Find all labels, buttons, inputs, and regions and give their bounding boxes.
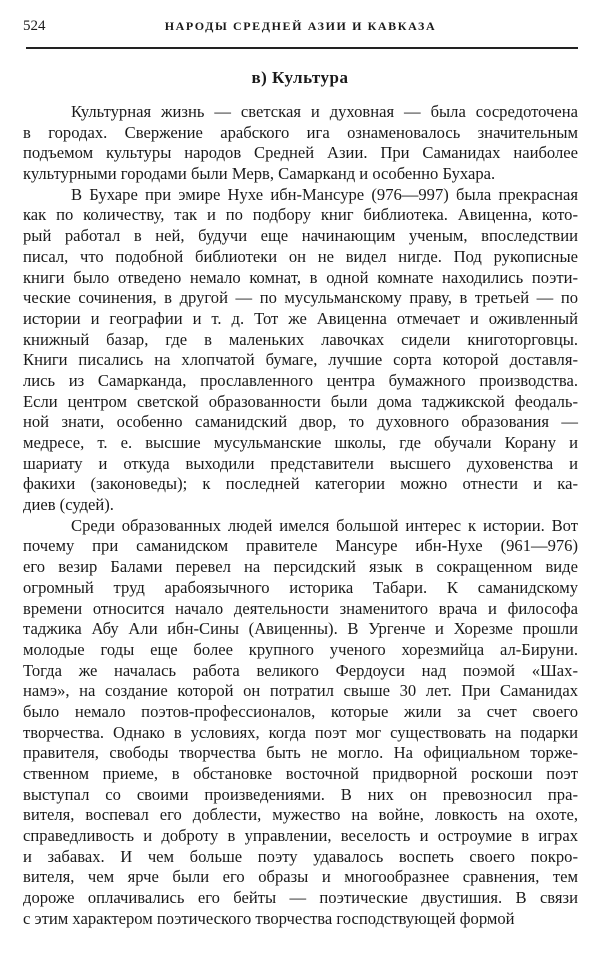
text-line: культурными городами были Мерв, Самарканд и особенно Бухара. — [23, 164, 496, 184]
text-line: в городах. Свержение арабского ига ознаменовалось значительным — [23, 122, 578, 142]
text-line: истории и географии и т. д. Тот же Авиценна отмечает и оживленный — [23, 308, 578, 328]
text-line: ной знати, особенно саманидский двор, то духовного образования — — [23, 412, 578, 432]
text-line: таджика Абу Али ибн-Сины (Авиценны). В Ургенче и Хорезме прошли — [23, 619, 578, 639]
text-line: шариату и откуда выходили представители высшего духовенства и — [23, 453, 578, 473]
text-line: молодые годы еще более крупного ученого хорезмийца ал-Бируни. — [23, 639, 578, 659]
text-line: медресе, т. е. высшие мусульманские школы, где обучали Корану и — [23, 433, 578, 452]
text-line: Книги писались на хлопчатой бумаге, лучшие сорта которой доставля- — [23, 350, 578, 370]
text-line: огромный труд арабоязычного историка Табари. К саманидскому — [23, 577, 578, 597]
text-line: вителя, воспевал его доблести, мужество на войне, ловкость на охоте, — [23, 805, 578, 825]
text-line: факихи (законоведы); к последней категории можно отнести и ка- — [23, 474, 578, 494]
text-line: вителя, чем ярче были его образы и многообразнее сравнения, тем — [23, 867, 578, 887]
paragraph — [23, 185, 578, 516]
text-line: справедливость и доброту в управлении, веселость и остроумие в играх — [23, 826, 578, 846]
body-text — [23, 102, 578, 930]
text-line: выступал со своими произведениями. В них он превозносил пра- — [23, 784, 578, 804]
text-line: намэ», на создание которой он потратил свыше 30 лет. При Саманидах — [23, 681, 578, 701]
text-line: правителя, свободы творчества быть не могло. На официальном торже- — [23, 743, 578, 763]
text-line: рый работал в ней, будучи еще начинающим ученым, впоследствии — [23, 226, 578, 246]
text-line: книжный базар, где в маленьких лавочках сидели книготорговцы. — [23, 329, 578, 349]
paragraph — [23, 102, 578, 185]
text-line: ственном приеме, в обстановке восточной придворной роскоши поэт — [23, 764, 578, 783]
text-line: его везир Балами перевел на персидский язык в сокращенном виде — [23, 557, 578, 577]
text-line: и забавах. И чем больше поэту удавалось воспеть своего покро- — [23, 846, 578, 866]
text-line: книги было отведено немало комнат, в одной комнате находились поэти- — [23, 267, 578, 287]
text-line: почему при саманидском правителе Мансуре ибн-Нухе (961—976) — [23, 536, 578, 556]
header-rule — [26, 47, 578, 49]
text-line: Если центром светской образованности были дома таджикской феодаль- — [23, 391, 578, 411]
text-line: Культурная жизнь — светская и духовная — была сосредоточена — [71, 102, 578, 121]
running-title: НАРОДЫ СРЕДНЕЙ АЗИИ И КАВКАЗА — [164, 19, 437, 33]
text-line: с этим характером поэтического творчества господствующей формой — [23, 908, 515, 928]
text-line: подъемом культуры народов Средней Азии. При Саманидах наиболее — [23, 143, 578, 163]
text-line: времени относится начало деятельности знаменитого врача и философа — [23, 598, 578, 618]
text-line: творчества. Однако в условиях, когда поэт мог существовать на подарки — [23, 722, 578, 742]
text-line: В Бухаре при эмире Нухе ибн-Мансуре (976—997) была прекрасная — [71, 184, 578, 204]
paragraph — [23, 516, 578, 930]
text-line: как по количеству, так и по подбору книг библиотека. Авиценна, кото- — [23, 205, 578, 225]
text-line: Среди образованных людей имелся большой интерес к истории. Вот — [71, 515, 578, 535]
running-header — [23, 18, 578, 38]
text-line: диев (судей). — [23, 495, 114, 515]
page-number: 524 — [23, 18, 46, 34]
text-line: было немало поэтов-профессионалов, которые жили за счет своего — [23, 701, 578, 721]
text-line: ческие сочинения, в другой — по мусульманскому праву, в третьей — по — [23, 288, 578, 308]
text-line: писал, что подобной библиотеки он не видел нигде. Под рукописные — [23, 246, 578, 266]
text-line: дороже оплачивались его бейты — поэтические двустишия. В связи — [23, 888, 578, 908]
text-line: лись из Самарканда, прославленного центра бумажного производства. — [23, 370, 578, 390]
text-line: Тогда же началась работа великого Фердоуси над поэмой «Шах- — [23, 660, 578, 680]
section-title: в) Культура — [251, 68, 349, 87]
